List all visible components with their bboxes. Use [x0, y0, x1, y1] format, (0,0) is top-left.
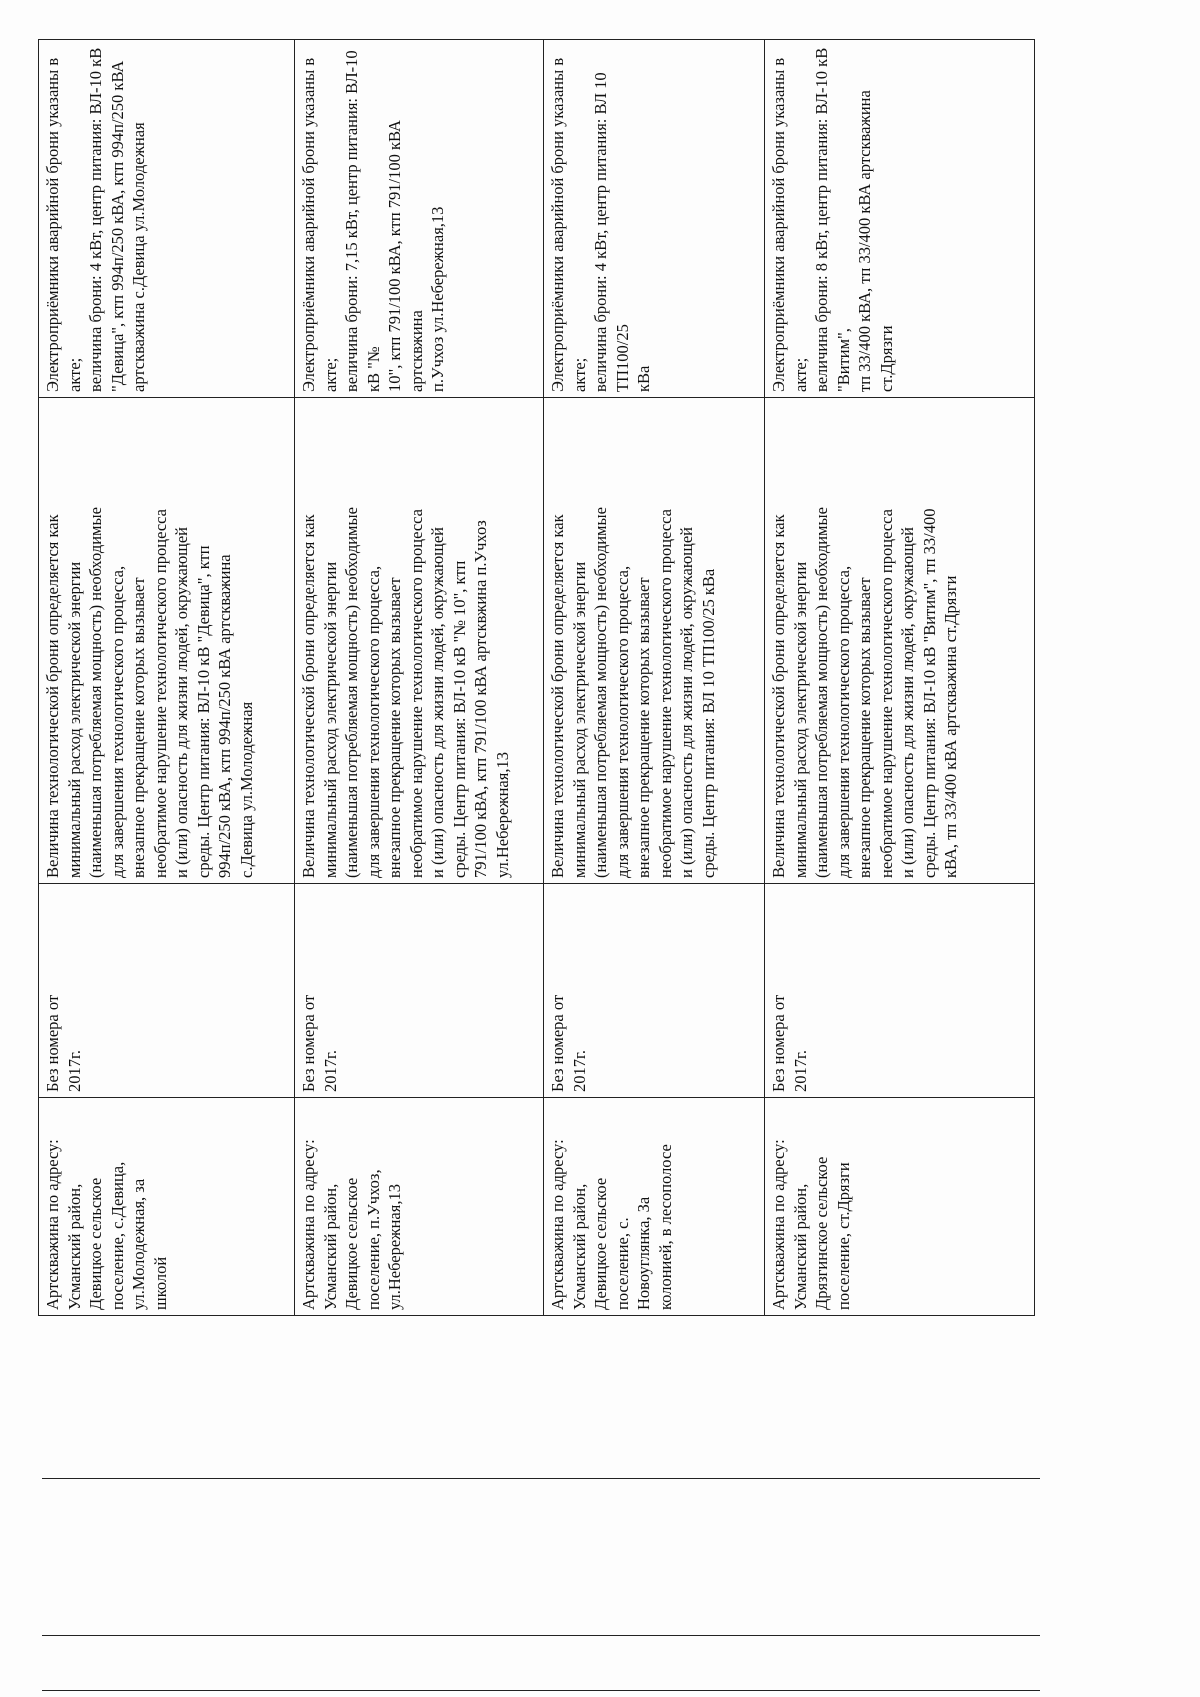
rotated-table-content [38, 40, 1034, 1316]
act-number-cell: Без номера от 2017г. [765, 884, 1035, 1098]
rotated-table-frame [38, 40, 1034, 1316]
technological-reserve-cell: Величина технологической брони определяется как минимальный расход электрической энергии (наименьшая потребляемая мощность) необходимые для завершения технологического процесса, внезапное прекращение которых вызывает необратимое нарушение технологического процесса и (или) опасность для жизни людей, окружающей среды. Центр питания: ВЛ-10 кВ "Витим", тп 33/400 кВА, тп 33/400 кВА артскважина ст.Дрязги [765, 398, 1035, 884]
object-address-cell: Артскважина по адресу: Усманский район, Девицкое сельское поселение, п.Учхоз, ул.Небережная,13 [295, 1098, 544, 1316]
table-row [295, 40, 544, 1316]
signature-line [42, 1690, 1040, 1691]
technological-reserve-cell: Величина технологической брони определяется как минимальный расход электрической энергии (наименьшая потребляемая мощность) необходимые для завершения технологического процесса, внезапное прекращение которых вызывает необратимое нарушение технологического процесса и (или) опасность для жизни людей, окружающей среды. Центр питания: ВЛ-10 кВ "№ 10", ктп 791/100 кВА, ктп 791/100 кВА артсквжина п.Учхоз ул.Небережная,13 [295, 398, 544, 884]
signature-line [42, 1478, 1040, 1479]
table-row [39, 40, 295, 1316]
table-row [765, 40, 1035, 1316]
act-number-cell: Без номера от 2017г. [295, 884, 544, 1098]
technological-reserve-cell: Величина технологической брони определяется как минимальный расход электрической энергии (наименьшая потребляемая мощность) необходимые для завершения технологического процесса, внезапное прекращение которых вызывает необратимое нарушение технологического процесса и (или) опасность для жизни людей, окружающей среды. Центр питания: ВЛ 10 ТП100/25 кВа [544, 398, 765, 884]
consumer-reservation-table [38, 39, 1035, 1316]
technological-reserve-cell: Величина технологической брони определяется как минимальный расход электрической энергии (наименьшая потребляемая мощность) необходимые для завершения технологического процесса, внезапное прекращение которых вызывает необратимое нарушение технологического процесса и (или) опасность для жизни людей, окружающей среды. Центр питания: ВЛ-10 кВ "Девица", ктп 994п/250 кВА, ктп 994п/250 кВА артскважина с.Девица ул.Молодежная [39, 398, 295, 884]
object-address-cell: Артскважина по адресу: Усманский район, Дрязгинское сельское поселение, ст.Дрязги [765, 1098, 1035, 1316]
signature-line [42, 1635, 1040, 1636]
object-address-cell: Артскважина по адресу: Усманский район, Девицкое сельское поселение, с.Девица, ул.Молодежная, за школой [39, 1098, 295, 1316]
object-address-cell: Артскважина по адресу: Усманский район, Девицкое сельское поселение, с. Новоуглянка, За колонией, в лесополосе [544, 1098, 765, 1316]
act-number-cell: Без номера от 2017г. [544, 884, 765, 1098]
table-row [544, 40, 765, 1316]
emergency-reserve-cell: Электроприёмники аварийной брони указаны в акте; величина брони: 4 кВт, центр питания: ВЛ-10 кВ "Девица", ктп 994п/250 кВА, ктп 994п/250 кВА артскважина с.Девица ул.Молодежная [39, 40, 295, 398]
emergency-reserve-cell: Электроприёмники аварийной брони указаны в акте; величина брони: 7,15 кВт, центр питания: ВЛ-10 кВ "№ 10", ктп 791/100 кВА, ктп 791/100 кВА артсквжина п.Учхоз ул.Небережная,13 [295, 40, 544, 398]
act-number-cell: Без номера от 2017г. [39, 884, 295, 1098]
emergency-reserve-cell: Электроприёмники аварийной брони указаны в акте; величина брони: 4 кВт, центр питания: ВЛ 10 ТП100/25 кВа [544, 40, 765, 398]
emergency-reserve-cell: Электроприёмники аварийной брони указаны в акте; величина брони: 8 кВт, центр питания: ВЛ-10 кВ "Витим", тп 33/400 кВА, тп 33/400 кВА артскважина ст.Дрязги [765, 40, 1035, 398]
